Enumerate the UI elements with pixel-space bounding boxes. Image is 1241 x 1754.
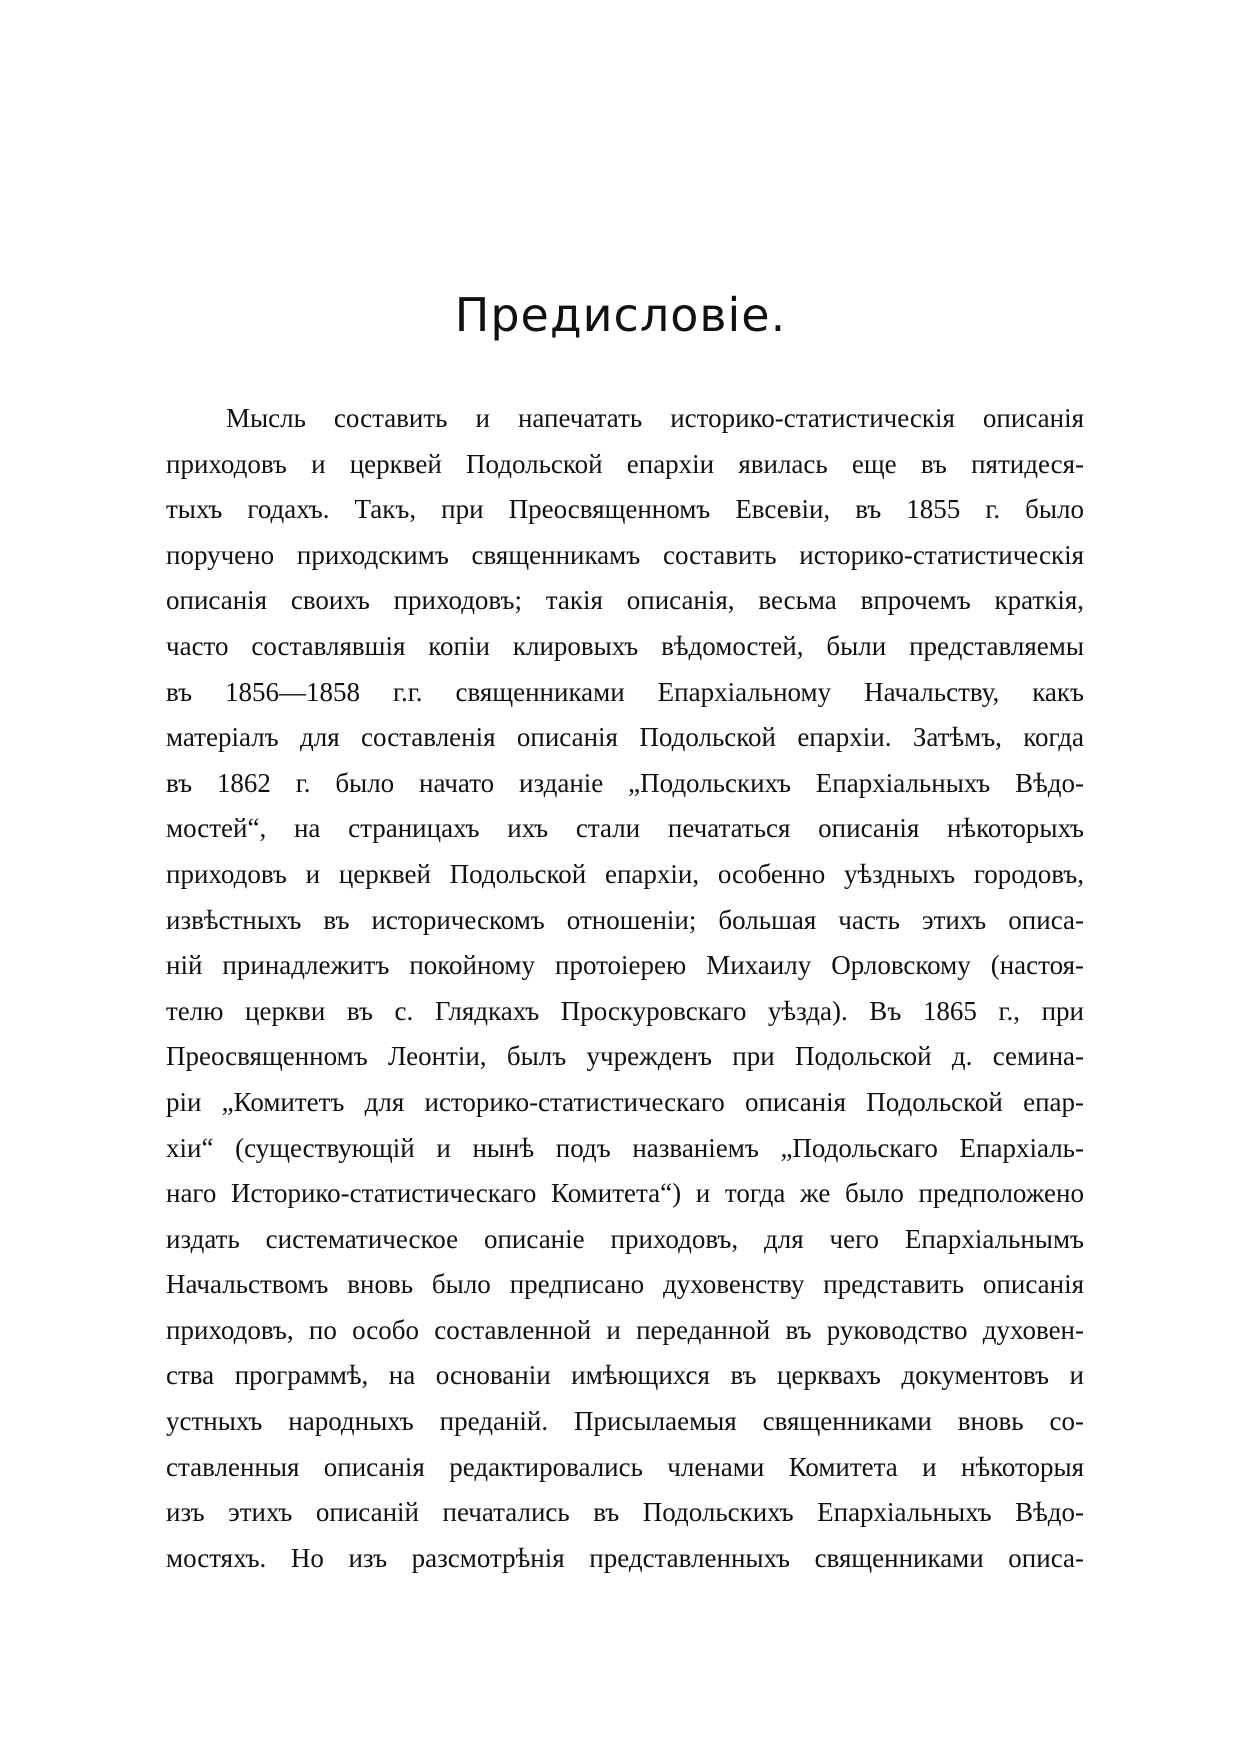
- text-line: наго Историко-статистическаго Комитета“) и тогда же было предположено: [166, 1178, 1084, 1209]
- text-line: приходовъ и церквей Подольской епархіи, особенно уѣздныхъ городовъ,: [166, 858, 1084, 889]
- text-line: тыхъ годахъ. Такъ, при Преосвященномъ Евсевіи, въ 1855 г. было: [166, 494, 1084, 525]
- text-line: ній принадлежитъ покойному протоіерею Михаилу Орловскому (настоя-: [166, 950, 1084, 981]
- text-line: ріи „Комитетъ для историко-статистическаго описанія Подольской епар-: [166, 1086, 1084, 1117]
- preface-body: [166, 396, 1084, 1581]
- text-line: извѣстныхъ въ историческомъ отношеніи; большая часть этихъ описа-: [166, 904, 1084, 935]
- text-line: приходовъ и церквей Подольской епархіи явилась еще въ пятидеся-: [166, 448, 1084, 479]
- text-line: матеріалъ для составленія описанія Подольской епархіи. Затѣмъ, когда: [166, 722, 1084, 753]
- text-line: часто составлявшія копіи клировыхъ вѣдомостей, были представляемы: [166, 630, 1084, 661]
- text-line: телю церкви въ с. Глядкахъ Проскуровскаго уѣзда). Въ 1865 г., при: [166, 995, 1084, 1026]
- text-line: ставленныя описанія редактировались членами Комитета и нѣкоторыя: [166, 1451, 1084, 1482]
- text-line: хіи“ (существующій и нынѣ подъ названіемъ „Подольскаго Епархіаль-: [166, 1132, 1084, 1163]
- page-title: Предисловіе.: [454, 288, 787, 342]
- text-line: Мысль составить и напечатать историко-статистическія описанія: [226, 403, 1084, 433]
- text-line: издать систематическое описаніе приходовъ, для чего Епархіальнымъ: [166, 1223, 1084, 1254]
- text-line: въ 1856—1858 г.г. священниками Епархіальному Начальству, какъ: [166, 676, 1084, 707]
- text-line: въ 1862 г. было начато изданіе „Подольскихъ Епархіальныхъ Вѣдо-: [166, 767, 1084, 798]
- text-line: поручено приходскимъ священникамъ составить историко-статистическія: [166, 539, 1084, 570]
- text-line: описанія своихъ приходовъ; такія описанія, весьма впрочемъ краткія,: [166, 585, 1084, 616]
- text-line: приходовъ, по особо составленной и переданной въ руководство духовен-: [166, 1314, 1084, 1345]
- text-line: мостяхъ. Но изъ разсмотрѣнія представленныхъ священниками описа-: [166, 1542, 1084, 1573]
- text-line: устныхъ народныхъ преданій. Присылаемыя священниками вновь со-: [166, 1406, 1084, 1437]
- text-line: Начальствомъ вновь было предписано духовенству представить описанія: [166, 1269, 1084, 1300]
- text-line: ства программѣ, на основаніи имѣющихся въ церквахъ документовъ и: [166, 1360, 1084, 1391]
- text-line: изъ этихъ описаній печатались въ Подольскихъ Епархіальныхъ Вѣдо-: [166, 1497, 1084, 1528]
- text-line: Преосвященномъ Леонтіи, былъ учрежденъ при Подольской д. семина-: [166, 1041, 1084, 1072]
- text-line: мостей“, на страницахъ ихъ стали печататься описанія нѣкоторыхъ: [166, 813, 1084, 844]
